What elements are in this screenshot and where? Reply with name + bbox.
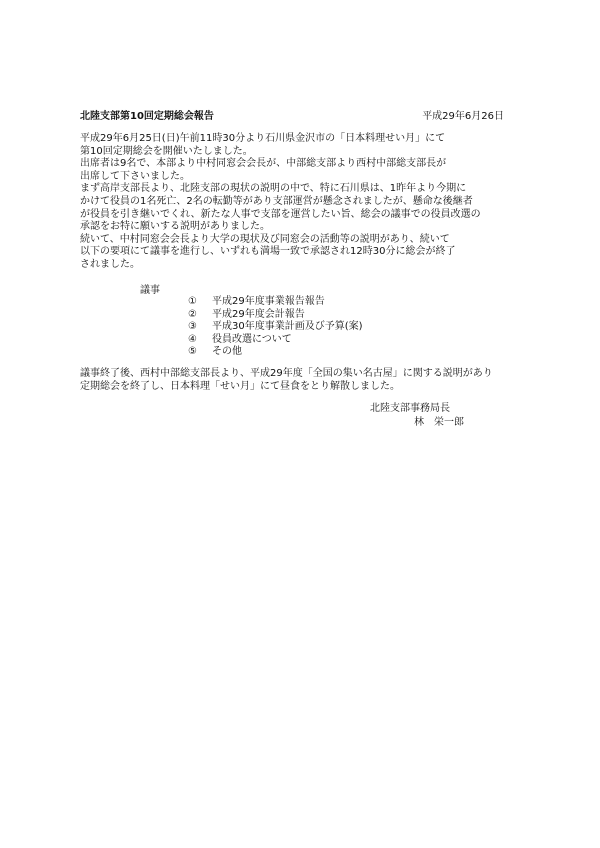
agenda-text: 平成29年度事業報告報告	[212, 296, 325, 307]
signature-name: 林 栄一郎	[414, 417, 464, 428]
agenda-item	[188, 296, 363, 309]
closing-line: 定期総会を終了し、日本料理「せい月」にて昼食をとり解散しました。	[80, 380, 400, 392]
agenda-item	[188, 321, 363, 334]
body-line: 承認をお特に願いする説明がありました。	[80, 221, 270, 233]
body-line: 出席して下さいました。	[80, 170, 190, 182]
body-line: まず高岸支部長より、北陸支部の現状の説明の中で、特に石川県は、1昨年より今期に	[80, 183, 467, 195]
agenda-text: 平成29年度会計報告	[212, 308, 305, 320]
body-line: されました。	[80, 258, 140, 270]
agenda-number: ⑤	[188, 346, 197, 358]
body-line: 出席者は9名で、本部より中村同窓会会長が、中部総支部より西村中部総支部長が	[80, 158, 447, 170]
closing-paragraph	[80, 368, 493, 393]
agenda-heading: 議事	[140, 285, 160, 296]
agenda-text: その他	[212, 346, 242, 358]
document-title: 北陸支部第10回定期総会報告	[80, 111, 214, 122]
closing-line: 議事終了後、西村中部総支部長より、平成29年度「全国の集い名古屋」に関する説明があり	[80, 368, 493, 379]
signature-role: 北陸支部事務局長	[370, 403, 450, 414]
agenda-text: 役員改選について	[212, 333, 292, 345]
agenda-number: ②	[188, 308, 197, 320]
agenda-number: ①	[188, 296, 197, 307]
agenda-number: ③	[188, 321, 197, 333]
document-date: 平成29年6月26日	[422, 111, 504, 122]
body-line: 続いて、中村同窓会会長より大学の現状及び同窓会の活動等の説明があり、続いて	[80, 233, 450, 245]
body-line: 平成29年6月25日(日)午前11時30分より石川県金沢市の「日本料理せい月」にて	[80, 133, 446, 144]
body-line: 第10回定期総会を開催いたしました。	[80, 145, 253, 157]
body-line: かけて役員の1名死亡、2名の転勤等があり支部運営が懸念されましたが、懸命な後継者	[80, 195, 473, 207]
body-line: 以下の要項にて議事を進行し、いずれも満場一致で承認され12時30分に総会が終了	[80, 246, 456, 258]
agenda-number: ④	[188, 333, 197, 345]
agenda-item	[188, 334, 363, 347]
agenda-item	[188, 346, 363, 359]
agenda-text: 平成30年度事業計画及び予算(案)	[212, 321, 363, 333]
agenda-item	[188, 309, 363, 322]
report-body	[80, 133, 520, 272]
signature-block	[370, 402, 464, 430]
body-line: が役員を引き継いでくれ、新たな人事で支部を運営したい旨、総会の議事での役員改選の	[80, 208, 481, 220]
agenda-list	[188, 296, 363, 359]
